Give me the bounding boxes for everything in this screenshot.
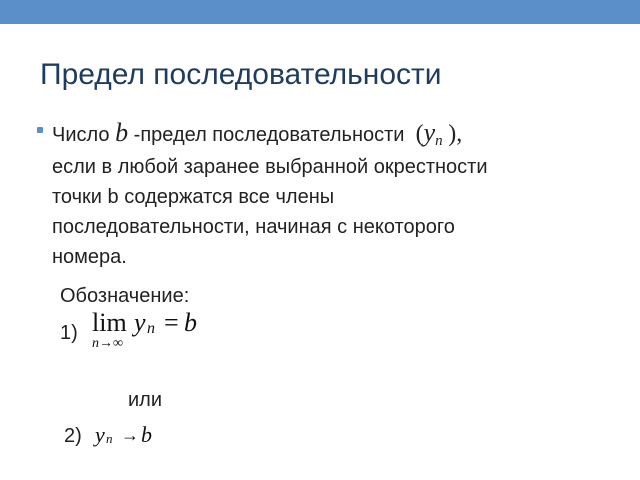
notation-label: Обозначение:	[60, 285, 190, 307]
formula-two-y: y	[95, 422, 105, 447]
arrow-symbol: →	[121, 425, 139, 445]
slide-title: Предел последовательности	[40, 58, 442, 91]
formula-one-y: y	[134, 308, 146, 337]
formula-two-n: n	[106, 431, 113, 446]
definition-line-1	[52, 118, 622, 152]
bullet-marker	[37, 127, 43, 133]
item-one-number: 1)	[60, 322, 78, 344]
var-b: b	[115, 118, 129, 147]
paren-close: ),	[448, 121, 463, 147]
word-number: Число	[52, 124, 110, 146]
or-word: или	[128, 389, 163, 411]
definition-text	[52, 118, 622, 272]
definition-line-2: если в любой заранее выбранной окрестности	[52, 156, 488, 178]
paren-open: (	[415, 121, 424, 147]
seq-sub: n	[435, 133, 443, 149]
formula-one-b: b	[184, 308, 197, 337]
item-two-number: 2)	[64, 425, 82, 447]
lim-subscript: n→∞	[92, 336, 123, 351]
definition-line-4: последовательности, начиная с некоторого	[52, 216, 455, 238]
top-accent-bar	[0, 0, 640, 24]
lim-word: lim	[92, 308, 127, 337]
formula-two-b: b	[141, 422, 152, 447]
formula-one-n: n	[147, 320, 155, 337]
definition-line-3: точки b содержатся все члены	[52, 186, 335, 208]
seq-var: y	[423, 118, 436, 147]
phrase-limit: -предел последовательности	[133, 124, 405, 146]
definition-line-5: номера.	[52, 246, 127, 268]
equals-sign: =	[164, 308, 179, 337]
